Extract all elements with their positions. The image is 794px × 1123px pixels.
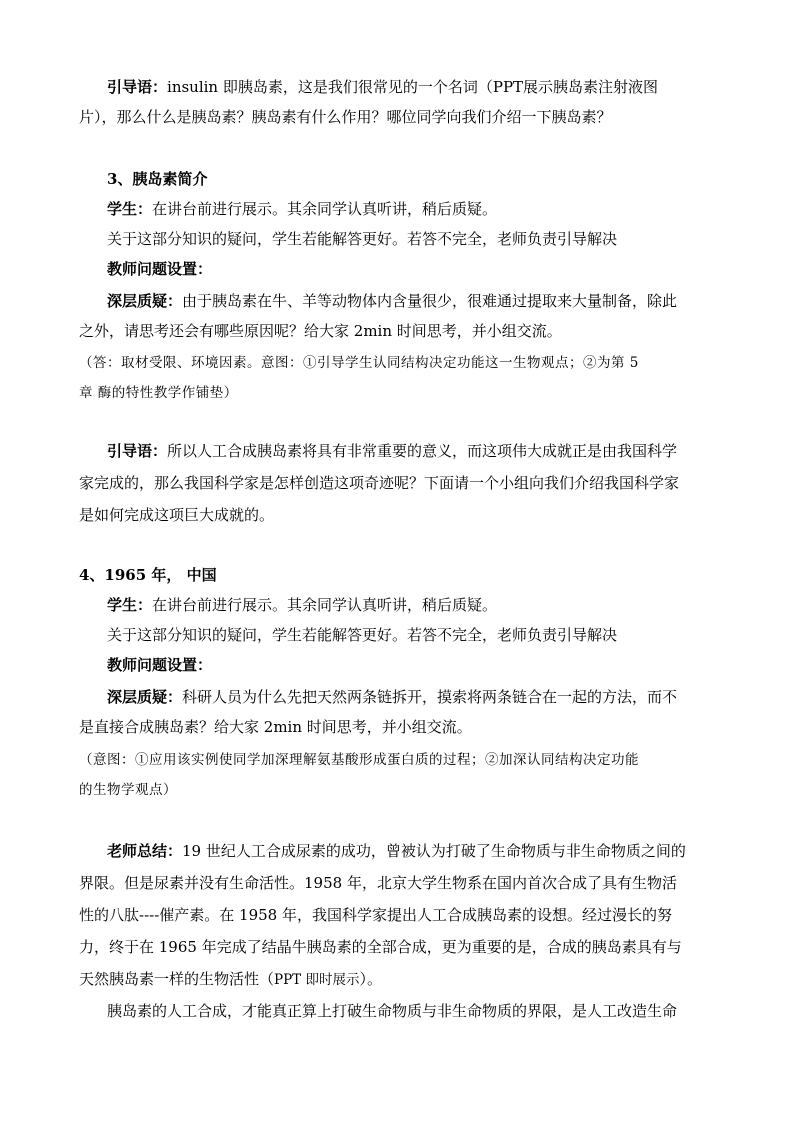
intro-paragraph-line-1 bbox=[107, 76, 658, 98]
summary-text: 19 世纪人工合成尿素的成功，曾被认为打破了生命物质与非生命物质之间的 bbox=[182, 842, 686, 860]
section-3-student-line bbox=[107, 198, 497, 220]
intro-2-line-1 bbox=[107, 440, 677, 462]
student-text: 在讲台前进行展示。其余同学认真听讲，稍后质疑。 bbox=[152, 596, 498, 614]
intro-label: 引导语： bbox=[107, 78, 168, 96]
intro-text: insulin 即胰岛素，这是我们很常见的一个名词（PPT展示胰岛素注射液图 bbox=[167, 78, 659, 96]
summary-line-6: 胰岛素的人工合成，才能真正算上打破生命物质与非生命物质的界限，是人工改造生命 bbox=[107, 1002, 678, 1020]
section-4-doubt-line: 关于这部分知识的疑问，学生若能解答更好。若答不完全，老师负责引导解决 bbox=[107, 626, 618, 644]
intro-2-line-2: 家完成的，那么我国科学家是怎样创造这项奇迹呢？下面请一个小组向我们介绍我国科学家 bbox=[79, 474, 680, 492]
student-text: 在讲台前进行展示。其余同学认真听讲，稍后质疑。 bbox=[152, 200, 498, 218]
section-4-student-line bbox=[107, 594, 497, 616]
summary-line-5-text: 天然胰岛素一样的生物活性（ bbox=[79, 970, 275, 988]
section-4-deep-question-line-2: 是直接合成胰岛素？给大家 2min 时间思考，并小组交流。 bbox=[79, 718, 472, 736]
student-label: 学生： bbox=[107, 596, 153, 614]
student-label: 学生： bbox=[107, 200, 153, 218]
section-3-deep-question-line-2: 之外，请思考还会有哪些原因呢？给大家 2min 时间思考，并小组交流。 bbox=[79, 322, 562, 340]
deep-question-text: 由于胰岛素在牛、羊等动物体内含量很少，很难通过提取来大量制备，除此 bbox=[182, 292, 678, 310]
section-3-answer-note-line-1: （答：取材受限、环境因素。意图：①引导学生认同结构决定功能这一生物观点；②为第 5 bbox=[79, 355, 639, 371]
intro-2-label: 引导语： bbox=[107, 442, 168, 460]
section-4-teacher-label: 教师问题设置： bbox=[107, 656, 213, 674]
intro-paragraph-line-2: 片），那么什么是胰岛素？胰岛素有什么作用？哪位同学向我们介绍一下胰岛素？ bbox=[79, 108, 612, 126]
summary-line-4: 力，终于在 1965 年完成了结晶牛胰岛素的全部合成，更为重要的是，合成的胰岛素具有与 bbox=[79, 938, 682, 956]
section-3-teacher-label: 教师问题设置： bbox=[107, 260, 213, 278]
summary-line-2: 界限。但是尿素并没有生命活性。1958 年，北京大学生物系在国内首次合成了具有生物活 bbox=[79, 874, 677, 892]
deep-question-label: 深层质疑： bbox=[107, 688, 183, 706]
section-4-deep-question-line-1 bbox=[107, 686, 677, 708]
section-3-answer-note-line-2: 章 酶的特性教学作铺垫） bbox=[79, 385, 238, 401]
deep-question-label: 深层质疑： bbox=[107, 292, 183, 310]
ppt-note: PPT 即时展示 bbox=[274, 972, 360, 988]
section-3-doubt-line: 关于这部分知识的疑问，学生若能解答更好。若答不完全，老师负责引导解决 bbox=[107, 230, 618, 248]
intro-2-line-3: 是如何完成这项巨大成就的。 bbox=[79, 506, 275, 524]
section-4-intent-note-line-1: （意图：①应用该实例使同学加深理解氨基酸形成蛋白质的过程；②加深认同结构决定功能 bbox=[79, 752, 639, 768]
summary-line-1 bbox=[107, 840, 686, 862]
section-4-intent-note-line-2: 的生物学观点） bbox=[79, 782, 177, 798]
deep-question-text: 科研人员为什么先把天然两条链拆开，摸索将两条链合在一起的方法，而不 bbox=[182, 688, 678, 706]
summary-line-5 bbox=[79, 968, 382, 991]
summary-line-5-end: ）。 bbox=[359, 970, 382, 988]
section-4-heading: 4、1965 年， 中国 bbox=[79, 566, 217, 584]
intro-2-text: 所以人工合成胰岛素将具有非常重要的意义，而这项伟大成就正是由我国科学 bbox=[167, 442, 678, 460]
section-3-heading: 3、胰岛素简介 bbox=[107, 170, 208, 188]
summary-line-3: 性的八肽----催产素。在 1958 年，我国科学家提出人工合成胰岛素的设想。经过漫长的努 bbox=[79, 906, 672, 924]
section-3-deep-question-line-1 bbox=[107, 290, 677, 312]
summary-label: 老师总结： bbox=[107, 842, 183, 860]
